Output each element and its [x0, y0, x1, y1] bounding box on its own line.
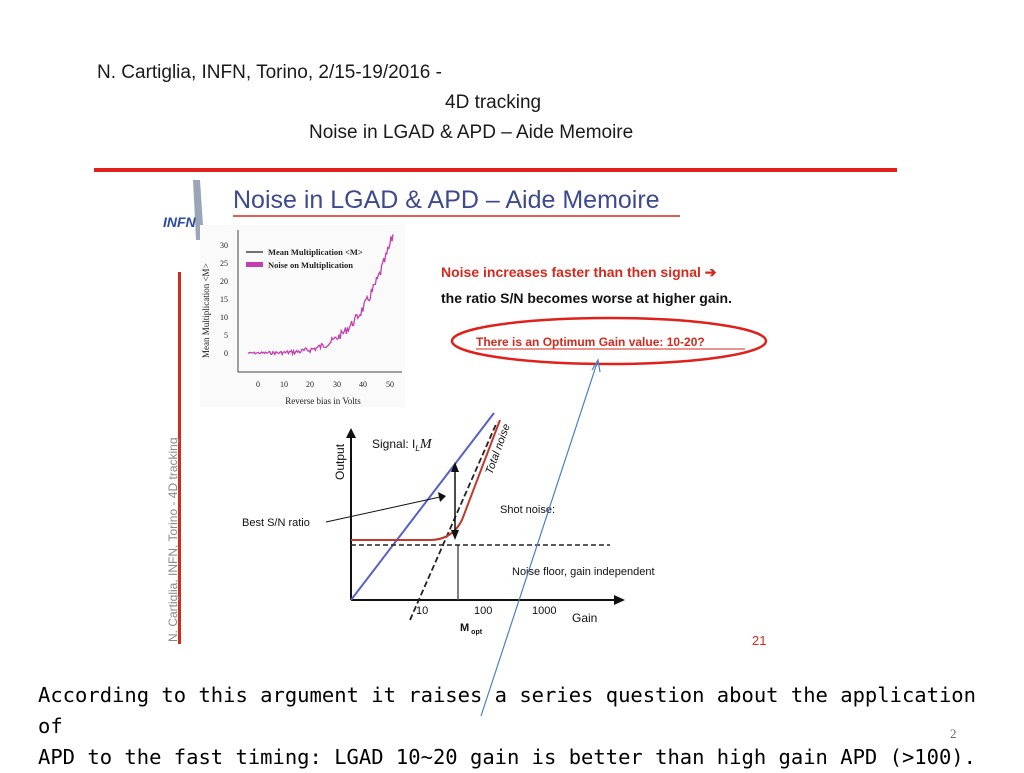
total-noise-label: Total noise: [483, 422, 513, 477]
slide-number: 21: [752, 633, 767, 648]
plot1-ytick: 30: [220, 241, 228, 250]
plot2-xtick: 1000: [532, 605, 557, 617]
header-line-title: Noise in LGAD & APD – Aide Memoire: [309, 122, 634, 143]
plot1-xtick: 30: [333, 380, 341, 389]
plot1-xlabel: Reverse bias in Volts: [285, 396, 361, 406]
header-line-author: N. Cartiglia, INFN, Torino, 2/15-19/2016 -: [97, 62, 442, 83]
plot1-xtick: 40: [359, 380, 367, 389]
plot1-ytick: 10: [220, 313, 228, 322]
optimum-gain-text: There is an Optimum Gain value: 10-20?: [476, 335, 705, 349]
best-sn-label: Best S/N ratio: [242, 517, 310, 529]
plot1-ytick: 15: [220, 295, 228, 304]
mopt-label: M $_{opt}$: [460, 622, 483, 636]
page-number: 2: [950, 726, 957, 741]
plot1-ytick: 20: [220, 277, 228, 286]
plot2-ylabel: Output: [333, 443, 347, 480]
statement-line-1: Noise increases faster than then signal ➔: [441, 264, 717, 280]
plot1-ylabel: Mean Multiplication <M>: [201, 263, 211, 358]
plot1-xtick: 10: [280, 380, 288, 389]
plot1-ytick: 5: [224, 331, 228, 340]
plot1-xtick: 50: [386, 380, 394, 389]
optimum-gain-highlight-ellipse: [452, 318, 766, 364]
caption-line-2: APD to the fast timing: LGAD 10~20 gain is better than high gain APD (>100).: [38, 745, 976, 769]
plot2-xtick: 100: [474, 605, 493, 617]
statement-line-2: the ratio S/N becomes worse at higher gain.: [441, 290, 732, 306]
plot1-ytick: 0: [224, 349, 228, 358]
annotation-arrow: [481, 360, 598, 716]
plot1-ytick: 25: [220, 259, 228, 268]
slide-side-text: N. Cartiglia, INFN, Torino - 4D tracking: [166, 437, 180, 642]
caption: [38, 680, 988, 773]
plot2-xtick: 10: [416, 605, 429, 617]
header-line-topic: 4D tracking: [445, 92, 542, 113]
logo-text: INFN: [163, 214, 196, 230]
noise-floor-label: Noise floor, gain independent: [512, 566, 655, 578]
slide-title: Noise in LGAD & APD – Aide Memoire: [233, 186, 660, 214]
plot1-legend-noise: Noise on Multiplication: [268, 260, 354, 270]
plot1-xtick: 0: [256, 380, 260, 389]
plot1-legend-mean: Mean Multiplication <M>: [268, 247, 363, 257]
shot-noise-label: Shot noise:: [500, 504, 556, 516]
signal-label: Signal: $I_LM$: [372, 437, 432, 453]
caption-line-1: According to this argument it raises a series question about the application of: [38, 683, 976, 738]
plot1-xtick: 20: [306, 380, 314, 389]
plot2-xlabel: Gain: [572, 611, 598, 625]
